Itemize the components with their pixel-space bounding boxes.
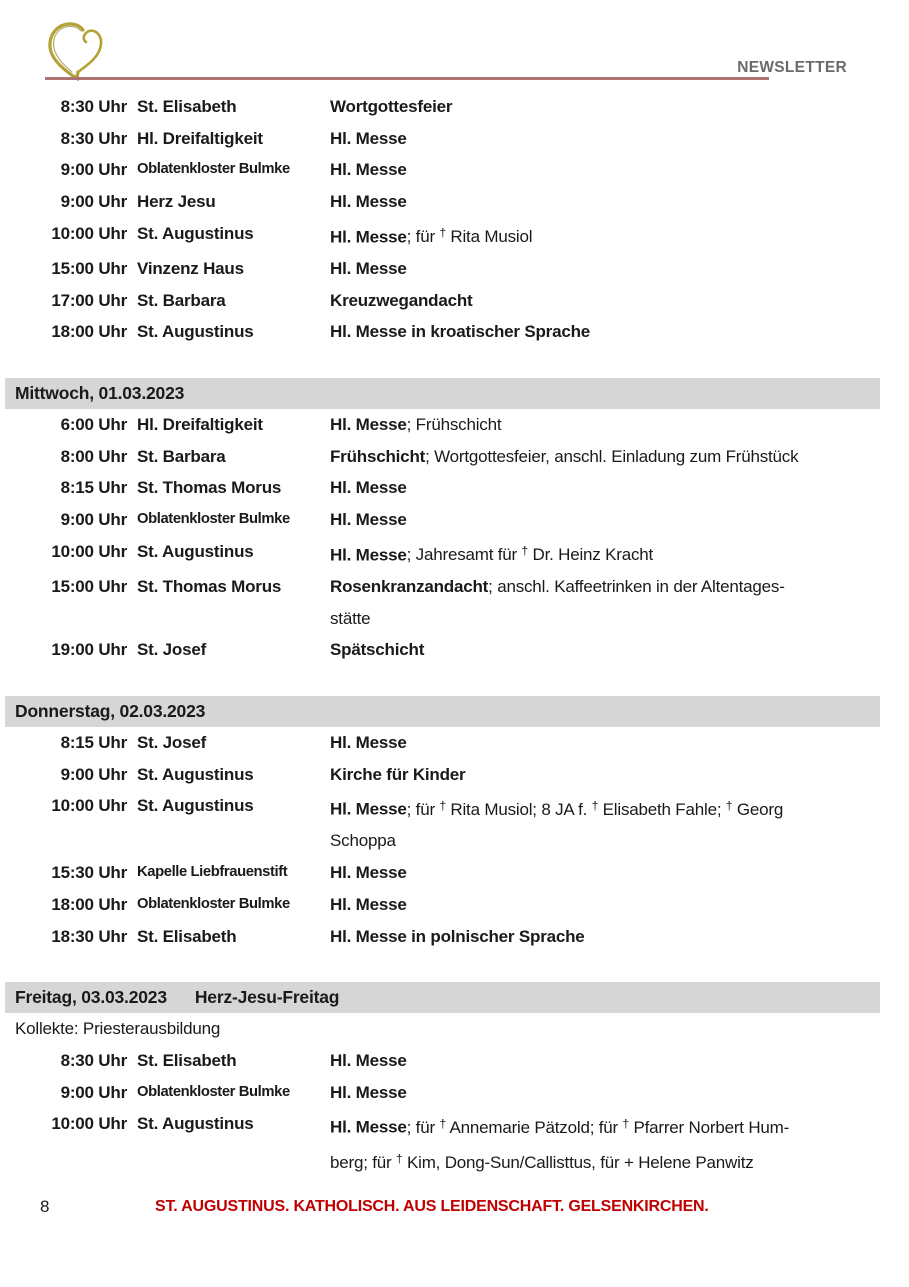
schedule-row [0,409,909,441]
event-description [330,727,879,759]
event-location: St. Thomas Morus [137,576,282,596]
event-time: 8:15 Uhr [60,732,127,752]
event-name: Hl. Messe [330,227,407,247]
newsletter-masthead: NEWSLETTER [737,59,847,76]
event-location: St. Augustinus [137,541,254,561]
event-time: 10:00 Uhr [51,1114,127,1134]
event-detail: ; für † Rita Musiol [406,225,533,247]
event-name: Kreuzwegandacht [330,290,473,310]
event-time: 8:30 Uhr [60,97,127,116]
event-name: Hl. Messe [330,732,407,752]
event-name: Hl. Messe [330,1082,407,1102]
day-section-rows [0,409,909,666]
event-description [330,91,879,123]
event-name: Hl. Messe [330,1050,407,1070]
event-location: Oblatenkloster Bulmke [137,1083,290,1100]
event-location: St. Elisabeth [137,97,237,116]
schedule-row [0,727,909,759]
event-name: Spätschicht [330,640,425,660]
event-time: 9:00 Uhr [60,160,127,180]
event-location: St. Thomas Morus [137,478,282,498]
event-location: St. Elisabeth [137,926,237,946]
event-name: Hl. Messe [330,128,407,148]
page-number: 8 [40,1197,50,1216]
event-time: 18:00 Uhr [51,322,127,342]
schedule-row [0,154,909,186]
dagger-symbol: † [396,1151,403,1166]
header-divider-line [45,77,769,80]
day-section-header [5,982,880,1013]
schedule-row [0,285,909,317]
event-time: 9:00 Uhr [60,510,127,530]
event-time: 10:00 Uhr [51,541,127,561]
event-description [330,571,879,634]
event-location: St. Augustinus [137,1114,254,1134]
collection-note: Kollekte: Priesterausbildung [15,1019,221,1039]
event-name: Hl. Messe in kroatischer Sprache [330,322,591,342]
event-location: St. Barbara [137,290,226,310]
event-description [330,1077,879,1109]
event-time: 8:15 Uhr [60,478,127,498]
event-description [330,154,879,186]
dagger-symbol: † [439,798,446,813]
event-location: St. Augustinus [137,322,254,342]
event-location: Herz Jesu [137,192,216,212]
day-section-header [5,378,880,409]
event-time: 19:00 Uhr [51,640,127,660]
day-section [0,696,909,952]
event-name: Hl. Messe in polnischer Sprache [330,926,585,946]
schedule-row [0,921,909,953]
schedule-row [0,472,909,504]
event-location: Oblatenkloster Bulmke [137,161,290,178]
event-description [330,316,879,348]
event-time: 8:30 Uhr [60,128,127,148]
day-section [0,378,909,666]
event-detail: ; anschl. Kaffeetrinken in der Altentages- stätte [330,576,785,628]
event-time: 15:00 Uhr [51,258,127,278]
event-name: Hl. Messe [330,192,407,212]
event-description [330,218,879,253]
day-section-rows [0,727,909,952]
event-description [330,472,879,504]
event-detail: ; Frühschicht [406,414,502,434]
schedule-row [0,504,909,536]
event-description [330,790,879,857]
event-time: 18:30 Uhr [51,926,127,946]
event-location: Oblatenkloster Bulmke [137,511,290,528]
event-time: 8:00 Uhr [60,446,127,466]
day-section-header [5,696,880,727]
event-description [330,921,879,953]
schedule-row [0,857,909,889]
schedule-row [0,634,909,666]
heart-logo-icon [42,18,110,82]
event-description [330,285,879,317]
event-name: Wortgottesfeier [330,97,453,116]
event-detail: ; Wortgottesfeier, anschl. Einladung zum Frühstück [425,446,799,466]
event-location: Kapelle Liebfrauenstift [137,864,288,881]
event-time: 9:00 Uhr [60,764,127,784]
event-name: Hl. Messe [330,510,407,530]
event-location: St. Josef [137,732,207,752]
day-section-title: Donnerstag, 02.03.2023 [15,700,206,721]
event-name: Hl. Messe [330,1117,407,1137]
event-name: Hl. Messe [330,799,407,819]
event-description [330,889,879,921]
event-time: 10:00 Uhr [51,796,127,816]
event-name: Kirche für Kinder [330,764,466,784]
schedule-row [0,186,909,218]
event-name: Hl. Messe [330,478,407,498]
event-description [330,186,879,218]
event-description [330,1045,879,1077]
event-location: Oblatenkloster Bulmke [137,895,290,912]
event-location: Hl. Dreifaltigkeit [137,414,263,434]
schedule-row [0,571,909,634]
dagger-symbol: † [521,543,528,558]
event-name: Hl. Messe [330,863,407,883]
event-location: St. Elisabeth [137,1050,237,1070]
event-description [330,441,879,473]
schedule-row [0,1077,909,1109]
schedule-row [0,1045,909,1077]
event-location: St. Barbara [137,446,226,466]
event-name: Hl. Messe [330,545,407,565]
event-description [330,634,879,666]
schedule-row [0,536,909,571]
event-location: Vinzenz Haus [137,258,244,278]
event-description [330,1108,879,1178]
dagger-symbol: † [725,798,733,813]
page-footer [0,1194,909,1220]
day-section-title: Mittwoch, 01.03.2023 [15,382,185,403]
event-detail: ; für † Rita Musiol; 8 JA f. † Elisabeth Fahle; † Georg Schoppa [330,798,784,851]
day-section-title: Freitag, 03.03.2023 [15,987,167,1008]
event-description [330,253,879,285]
event-description [330,857,879,889]
day-section-subtitle: Herz-Jesu-Freitag [194,987,340,1008]
event-detail: ; Jahresamt für † Dr. Heinz Kracht [406,543,654,565]
event-name: Frühschicht [330,446,426,466]
schedule-row [0,91,909,123]
event-name: Hl. Messe [330,258,407,278]
day-section [0,91,909,348]
schedule-row [0,759,909,791]
footer-motto: ST. AUGUSTINUS. KATHOLISCH. AUS LEIDENSCHAFT. GELSENKIRCHEN. [155,1198,709,1215]
schedule-row [0,253,909,285]
event-time: 9:00 Uhr [60,192,127,212]
event-detail: ; für † Annemarie Pätzold; für † Pfarrer Norbert Hum- berg; für † Kim, Dong-Sun/Callisttus, für + Helene Panwitz [330,1116,790,1172]
event-time: 10:00 Uhr [51,223,127,243]
schedule-row [0,316,909,348]
day-section-rows [0,1045,909,1179]
event-description [330,759,879,791]
event-location: St. Josef [137,640,207,660]
schedule-row [0,441,909,473]
dagger-symbol: † [622,1116,629,1131]
dagger-symbol: † [591,798,599,813]
day-section-rows [0,91,909,348]
event-time: 9:00 Uhr [60,1082,127,1102]
event-time: 17:00 Uhr [51,290,127,310]
event-time: 15:00 Uhr [51,576,127,596]
schedule-row [0,889,909,921]
event-time: 8:30 Uhr [60,1050,127,1070]
event-name: Hl. Messe [330,414,407,434]
event-description [330,536,879,571]
event-time: 18:00 Uhr [51,894,127,914]
event-location: St. Augustinus [137,764,254,784]
event-description [330,123,879,155]
day-section [0,982,909,1178]
schedule-row [0,1108,909,1178]
dagger-symbol: † [439,1116,446,1131]
event-description [330,504,879,536]
event-time: 6:00 Uhr [60,414,127,434]
event-name: Hl. Messe [330,894,407,914]
event-location: Hl. Dreifaltigkeit [137,128,263,148]
schedule-row [0,218,909,253]
mass-schedule [0,91,909,1178]
event-name: Rosenkranzandacht [330,576,489,596]
schedule-row [0,123,909,155]
event-location: St. Augustinus [137,796,254,816]
schedule-row [0,790,909,857]
dagger-symbol: † [439,225,446,240]
event-description [330,409,879,441]
event-location: St. Augustinus [137,223,254,243]
event-name: Hl. Messe [330,160,407,180]
event-time: 15:30 Uhr [51,863,127,883]
